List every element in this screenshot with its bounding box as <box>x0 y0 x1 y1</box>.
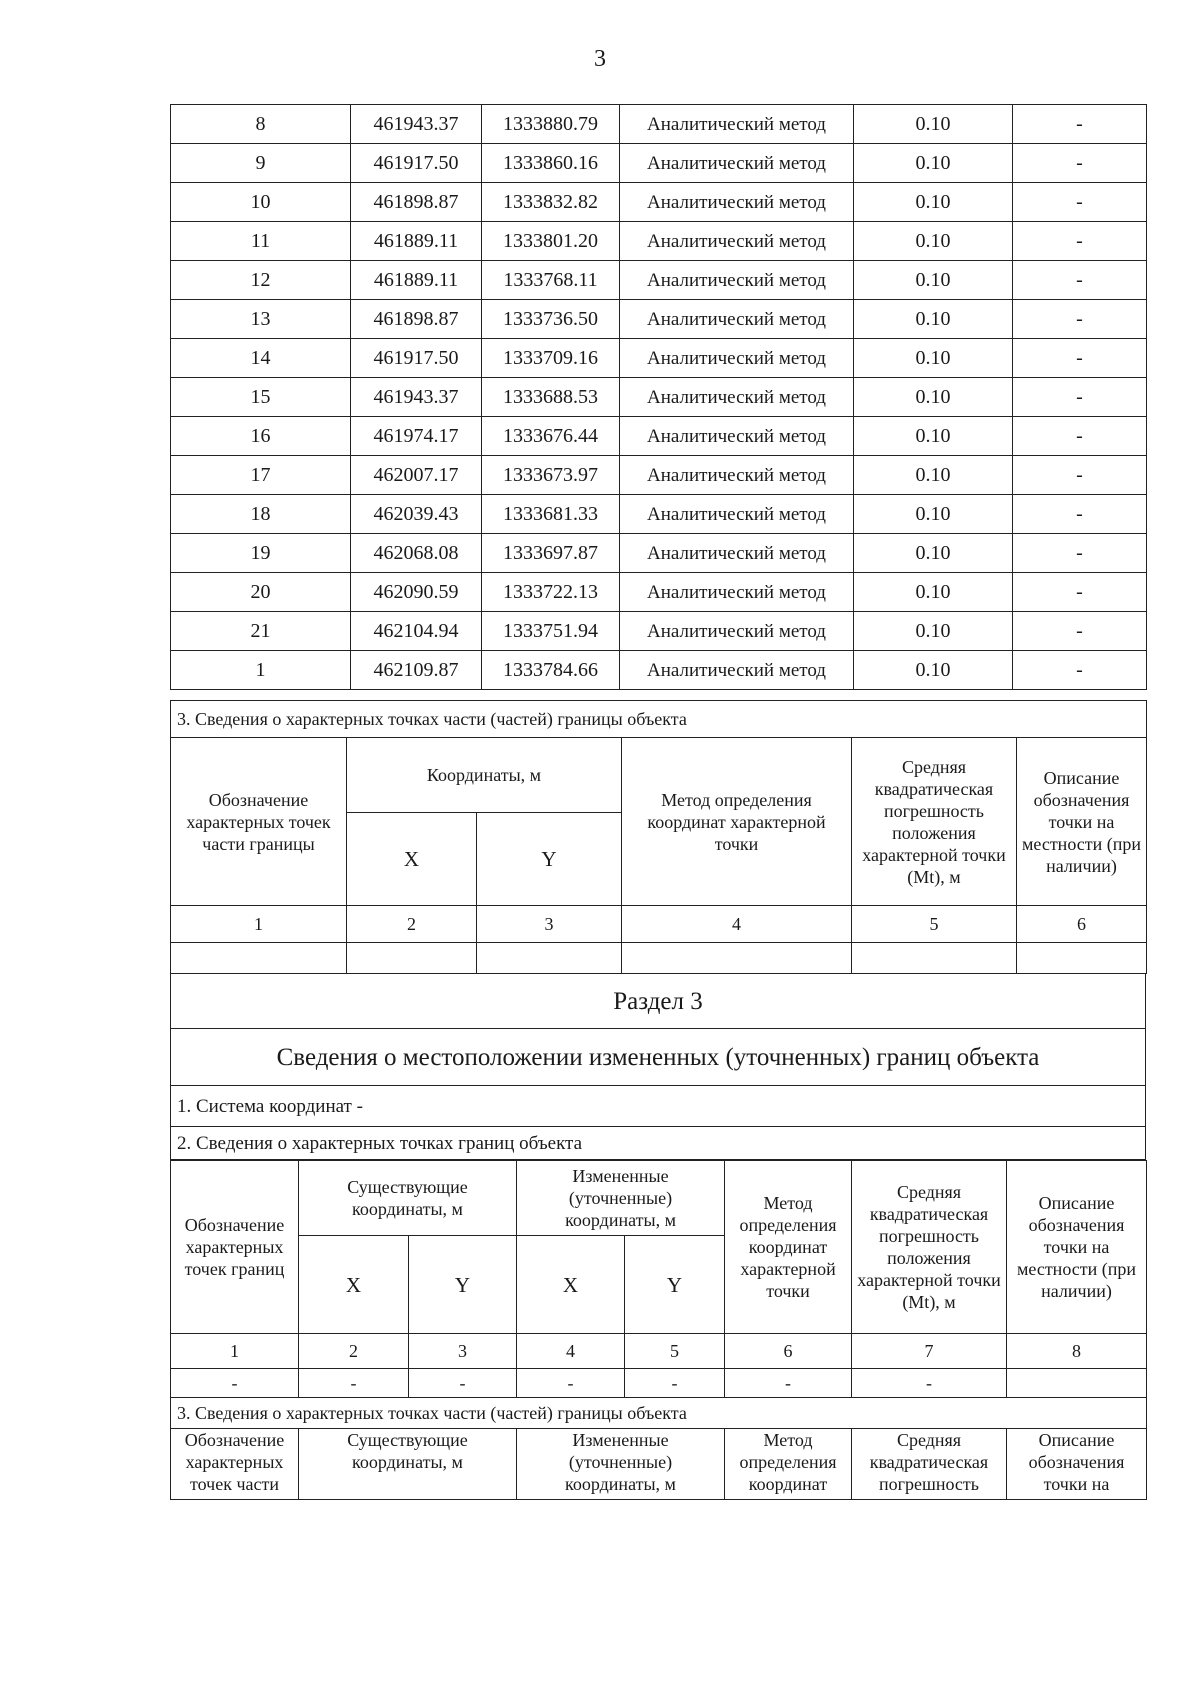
page-number: 3 <box>594 46 606 72</box>
changed-part-points-table <box>170 1398 1147 1500</box>
table-row <box>171 222 1147 261</box>
desc-cell: - <box>1013 144 1147 183</box>
coord-y: 1333880.79 <box>482 105 620 144</box>
table-row <box>171 261 1147 300</box>
desc-cell: - <box>1013 105 1147 144</box>
table-row <box>171 417 1147 456</box>
column-number: 5 <box>852 906 1017 943</box>
col-coords-header: Координаты, м <box>347 738 622 813</box>
column-number: 7 <box>852 1334 1007 1369</box>
dash-row <box>171 1369 1147 1398</box>
method-cell: Аналитический метод <box>620 378 854 417</box>
dash-cell <box>1007 1369 1147 1398</box>
col-x-header: X <box>347 813 477 906</box>
table-row <box>171 300 1147 339</box>
mt-cell: 0.10 <box>854 144 1013 183</box>
mt-cell: 0.10 <box>854 378 1013 417</box>
point-number: 8 <box>171 105 351 144</box>
column-number: 4 <box>622 906 852 943</box>
coord-x: 461898.87 <box>351 183 482 222</box>
column-number: 6 <box>1017 906 1147 943</box>
table-row <box>171 651 1147 690</box>
dash-cell: - <box>299 1369 409 1398</box>
col-x-existing: X <box>299 1236 409 1334</box>
part-col-desc: Описание обозначения точки на <box>1007 1429 1147 1500</box>
method-cell: Аналитический метод <box>620 495 854 534</box>
coord-y: 1333736.50 <box>482 300 620 339</box>
column-number: 2 <box>299 1334 409 1369</box>
table-row <box>171 339 1147 378</box>
column-number: 5 <box>625 1334 725 1369</box>
table-row <box>171 534 1147 573</box>
coord-x: 462039.43 <box>351 495 482 534</box>
col-mt-header: Средняя квадратическая погрешность положения характерной точки (Mt), м <box>852 738 1017 906</box>
desc-cell: - <box>1013 612 1147 651</box>
column-number: 1 <box>171 906 347 943</box>
mt-cell: 0.10 <box>854 456 1013 495</box>
col-y-existing: Y <box>409 1236 517 1334</box>
method-cell: Аналитический метод <box>620 144 854 183</box>
boundary-points-table <box>170 104 1147 690</box>
desc-cell: - <box>1013 573 1147 612</box>
part-col-mt: Средняя квадратическая погрешность <box>852 1429 1007 1500</box>
coord-y: 1333673.97 <box>482 456 620 495</box>
col-changed-header: Измененные (уточненные) координаты, м <box>517 1161 725 1236</box>
desc-cell: - <box>1013 261 1147 300</box>
table-row <box>171 144 1147 183</box>
column-number: 3 <box>409 1334 517 1369</box>
mt-cell: 0.10 <box>854 495 1013 534</box>
mt-cell: 0.10 <box>854 651 1013 690</box>
table-row <box>171 183 1147 222</box>
point-number: 17 <box>171 456 351 495</box>
coord-y: 1333832.82 <box>482 183 620 222</box>
coord-y: 1333697.87 <box>482 534 620 573</box>
boundary-points-title: 2. Сведения о характерных точках границ объекта <box>171 1127 1146 1160</box>
col-method-header: Метод определения координат характерной точки <box>622 738 852 906</box>
part-points-block <box>170 700 1146 1500</box>
table-row <box>171 378 1147 417</box>
coord-y: 1333801.20 <box>482 222 620 261</box>
desc-cell: - <box>1013 339 1147 378</box>
boundary-points-continuation <box>170 104 1146 690</box>
table-row <box>171 105 1147 144</box>
method-cell: Аналитический метод <box>620 261 854 300</box>
col-desc-header: Описание обозначения точки на местности (при наличии) <box>1007 1161 1147 1334</box>
column-number: 8 <box>1007 1334 1147 1369</box>
coord-x: 461889.11 <box>351 261 482 300</box>
coord-system: 1. Система координат - <box>171 1086 1146 1127</box>
point-number: 15 <box>171 378 351 417</box>
mt-cell: 0.10 <box>854 105 1013 144</box>
col-y-changed: Y <box>625 1236 725 1334</box>
mt-cell: 0.10 <box>854 222 1013 261</box>
mt-cell: 0.10 <box>854 534 1013 573</box>
mt-cell: 0.10 <box>854 183 1013 222</box>
coord-y: 1333768.11 <box>482 261 620 300</box>
point-number: 13 <box>171 300 351 339</box>
coord-x: 461943.37 <box>351 105 482 144</box>
column-number-row <box>171 1334 1147 1369</box>
mt-cell: 0.10 <box>854 261 1013 300</box>
coord-x: 461943.37 <box>351 378 482 417</box>
empty-row <box>171 943 1147 974</box>
method-cell: Аналитический метод <box>620 183 854 222</box>
desc-cell: - <box>1013 300 1147 339</box>
dash-cell: - <box>625 1369 725 1398</box>
coord-x: 461889.11 <box>351 222 482 261</box>
point-number: 10 <box>171 183 351 222</box>
coord-x: 462068.08 <box>351 534 482 573</box>
point-number: 18 <box>171 495 351 534</box>
point-number: 9 <box>171 144 351 183</box>
part-col-method: Метод определения координат <box>725 1429 852 1500</box>
part-col-changed: Измененные (уточненные) координаты, м <box>517 1429 725 1500</box>
mt-cell: 0.10 <box>854 612 1013 651</box>
coord-y: 1333784.66 <box>482 651 620 690</box>
coord-y: 1333676.44 <box>482 417 620 456</box>
point-number: 19 <box>171 534 351 573</box>
coord-y: 1333722.13 <box>482 573 620 612</box>
method-cell: Аналитический метод <box>620 222 854 261</box>
point-number: 1 <box>171 651 351 690</box>
dash-cell: - <box>725 1369 852 1398</box>
col-y-header: Y <box>477 813 622 906</box>
coord-x: 462109.87 <box>351 651 482 690</box>
section3-header <box>170 974 1146 1160</box>
point-number: 20 <box>171 573 351 612</box>
point-number: 21 <box>171 612 351 651</box>
coord-x: 462104.94 <box>351 612 482 651</box>
table-row <box>171 612 1147 651</box>
column-number: 1 <box>171 1334 299 1369</box>
col-method-header: Метод определения координат характерной точки <box>725 1161 852 1334</box>
point-number: 12 <box>171 261 351 300</box>
mt-cell: 0.10 <box>854 417 1013 456</box>
section3-title: Раздел 3 <box>171 974 1146 1029</box>
dash-cell: - <box>852 1369 1007 1398</box>
method-cell: Аналитический метод <box>620 417 854 456</box>
coord-y: 1333709.16 <box>482 339 620 378</box>
part-col-existing: Существующие координаты, м <box>299 1429 517 1500</box>
coord-y: 1333751.94 <box>482 612 620 651</box>
desc-cell: - <box>1013 456 1147 495</box>
mt-cell: 0.10 <box>854 573 1013 612</box>
coord-x: 462090.59 <box>351 573 482 612</box>
point-number: 14 <box>171 339 351 378</box>
part-points-title: 3. Сведения о характерных точках части (частей) границы объекта <box>171 701 1147 738</box>
point-number: 11 <box>171 222 351 261</box>
col-x-changed: X <box>517 1236 625 1334</box>
desc-cell: - <box>1013 495 1147 534</box>
coord-x: 462007.17 <box>351 456 482 495</box>
coord-x: 461898.87 <box>351 300 482 339</box>
method-cell: Аналитический метод <box>620 534 854 573</box>
desc-cell: - <box>1013 183 1147 222</box>
coord-y: 1333681.33 <box>482 495 620 534</box>
coord-x: 461917.50 <box>351 144 482 183</box>
column-number: 3 <box>477 906 622 943</box>
coord-x: 461917.50 <box>351 339 482 378</box>
part-points-table <box>170 700 1147 974</box>
part-points-title-2: 3. Сведения о характерных точках части (частей) границы объекта <box>171 1398 1147 1429</box>
col-designation-header: Обозначение характерных точек части границы <box>171 738 347 906</box>
method-cell: Аналитический метод <box>620 339 854 378</box>
method-cell: Аналитический метод <box>620 612 854 651</box>
table-row <box>171 573 1147 612</box>
section3-subtitle: Сведения о местоположении измененных (уточненных) границ объекта <box>171 1029 1146 1086</box>
method-cell: Аналитический метод <box>620 300 854 339</box>
point-number: 16 <box>171 417 351 456</box>
column-number: 6 <box>725 1334 852 1369</box>
desc-cell: - <box>1013 222 1147 261</box>
mt-cell: 0.10 <box>854 300 1013 339</box>
desc-cell: - <box>1013 417 1147 456</box>
coord-x: 461974.17 <box>351 417 482 456</box>
coord-y: 1333860.16 <box>482 144 620 183</box>
desc-cell: - <box>1013 534 1147 573</box>
col-existing-header: Существующие координаты, м <box>299 1161 517 1236</box>
col-desc-header: Описание обозначения точки на местности (при наличии) <box>1017 738 1147 906</box>
column-number-row <box>171 906 1147 943</box>
part-col-designation: Обозначение характерных точек части <box>171 1429 299 1500</box>
method-cell: Аналитический метод <box>620 573 854 612</box>
table-row <box>171 456 1147 495</box>
table-row <box>171 495 1147 534</box>
column-number: 2 <box>347 906 477 943</box>
dash-cell: - <box>171 1369 299 1398</box>
col-mt-header: Средняя квадратическая погрешность положения характерной точки (Mt), м <box>852 1161 1007 1334</box>
method-cell: Аналитический метод <box>620 651 854 690</box>
method-cell: Аналитический метод <box>620 456 854 495</box>
dash-cell: - <box>409 1369 517 1398</box>
coord-y: 1333688.53 <box>482 378 620 417</box>
column-number: 4 <box>517 1334 625 1369</box>
changed-boundary-table <box>170 1160 1147 1398</box>
mt-cell: 0.10 <box>854 339 1013 378</box>
dash-cell: - <box>517 1369 625 1398</box>
col-designation-header: Обозначение характерных точек границ <box>171 1161 299 1334</box>
desc-cell: - <box>1013 378 1147 417</box>
method-cell: Аналитический метод <box>620 105 854 144</box>
desc-cell: - <box>1013 651 1147 690</box>
